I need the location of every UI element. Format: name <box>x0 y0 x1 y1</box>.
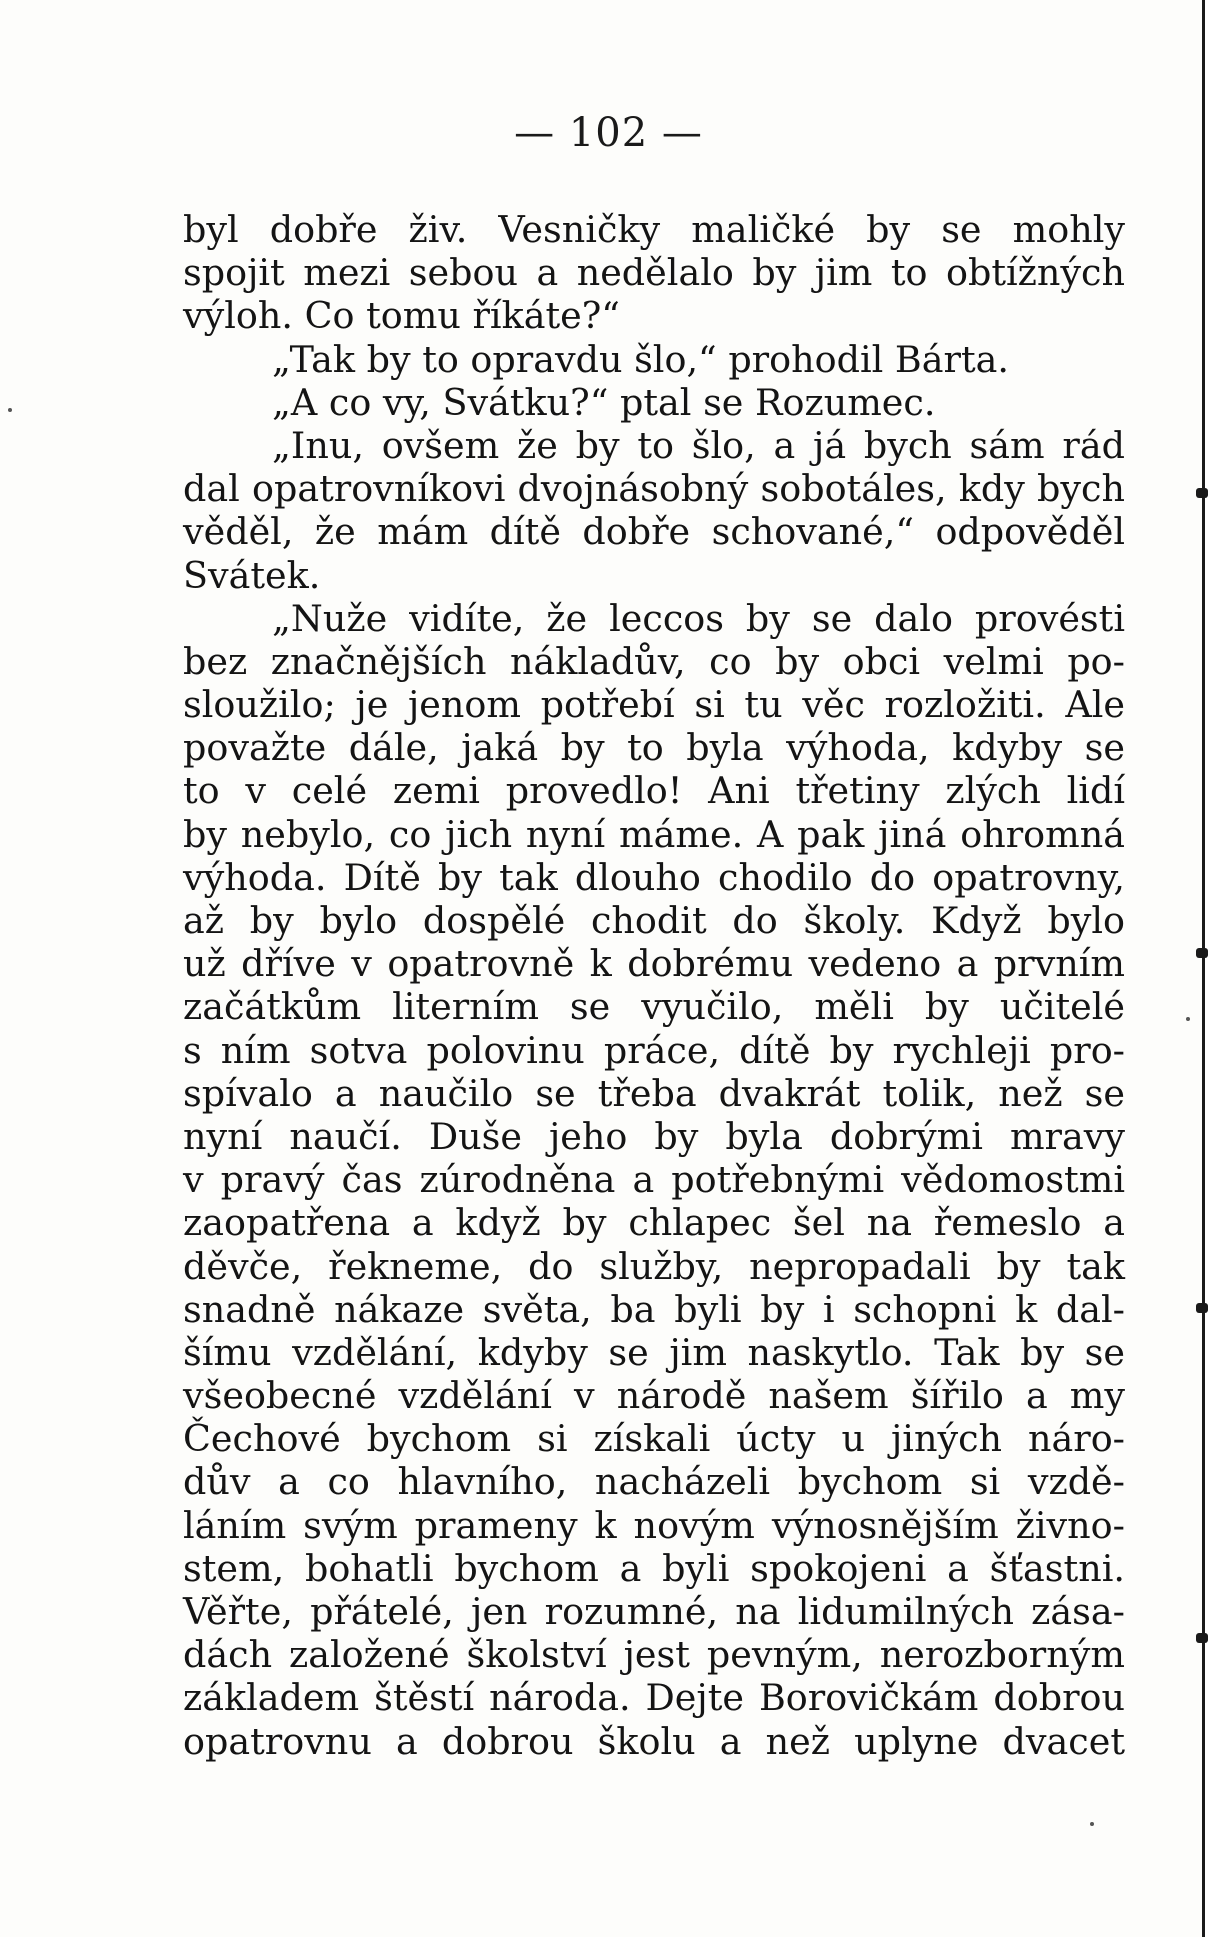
text-line: dal opatrovníkovi dvojnásobný sobotáles, kdy bych <box>183 467 1125 511</box>
text-line: Svátek. <box>183 553 321 597</box>
text-line: spojit mezi sebou a nedělalo by jim to obtížných <box>183 251 1125 295</box>
text-line: Věřte, přátelé, jen rozumné, na lidumilných zása- <box>183 1590 1125 1633</box>
text-line: už dříve v opatrovně k dobrému vedeno a prvním <box>183 942 1125 986</box>
text-line: základem štěstí národa. Dejte Borovičkám dobrou <box>183 1676 1125 1720</box>
text-line: bez značnějších nákladův, co by obci velmi po- <box>183 639 1125 683</box>
text-line: šímu vzdělání, kdyby se jim naskytlo. Tak by se <box>183 1330 1125 1374</box>
text-line: začátkům literním se vyučilo, měli by učitelé <box>183 985 1125 1029</box>
text-line: by nebylo, co jich nyní máme. A pak jiná ohromná <box>183 812 1125 856</box>
text-line: spívalo a naučilo se třeba dvakrát tolik, než se <box>183 1071 1125 1115</box>
scan-speck <box>1090 1822 1094 1826</box>
text-line: opatrovnu a dobrou školu a než uplyne dvacet <box>183 1719 1125 1763</box>
text-line: „A co vy, Svátku?“ ptal se Rozumec. <box>272 380 936 424</box>
text-line: výloh. Co tomu říkáte?“ <box>183 294 620 338</box>
edge-mark <box>1196 948 1208 958</box>
text-line: výhoda. Dítě by tak dlouho chodilo do opatrovny, <box>183 855 1125 899</box>
text-line: dův a co hlavního, nacházeli bychom si vzdě- <box>183 1460 1125 1504</box>
edge-mark <box>1196 488 1208 498</box>
text-line: „Inu, ovšem že by to šlo, a já bych sám rád <box>272 423 1125 467</box>
text-line: zaopatřena a když by chlapec šel na řemeslo a <box>183 1201 1125 1245</box>
scan-speck <box>1186 1017 1190 1021</box>
text-line: s ním sotva polovinu práce, dítě by rychleji pro- <box>183 1028 1125 1072</box>
text-line: láním svým prameny k novým výnosnějším živno- <box>183 1503 1125 1547</box>
page-number: — 102 — <box>514 110 703 156</box>
text-line: až by bylo dospělé chodit do školy. Když bylo <box>183 899 1125 942</box>
text-line: Čechové bychom si získali úcty u jiných náro- <box>183 1417 1125 1461</box>
text-line: sloužilo; je jenom potřebí si tu věc rozložiti. Ale <box>183 683 1125 727</box>
text-line: byl dobře živ. Vesničky maličké by se mohly <box>183 208 1125 251</box>
edge-mark <box>1196 1633 1208 1643</box>
text-line: „Tak by to opravdu šlo,“ prohodil Bárta. <box>272 337 1009 381</box>
text-line: stem, bohatli bychom a byli spokojeni a šťastni. <box>183 1546 1125 1590</box>
text-line: dách založené školství jest pevným, nerozborným <box>183 1633 1125 1677</box>
text-line: nyní naučí. Duše jeho by byla dobrými mravy <box>183 1114 1125 1158</box>
text-line: děvče, řekneme, do služby, nepropadali by tak <box>183 1244 1125 1288</box>
scan-margin <box>1205 0 1217 1937</box>
text-line: věděl, že mám dítě dobře schované,“ odpověděl <box>183 510 1125 554</box>
text-line: všeobecné vzdělání v národě našem šířilo a my <box>183 1374 1125 1418</box>
text-line: považte dále, jaká by to byla výhoda, kdyby se <box>183 726 1125 770</box>
text-line: v pravý čas zúrodněna a potřebnými vědomostmi <box>183 1158 1125 1202</box>
text-line: to v celé zemi provedlo! Ani třetiny zlých lidí <box>183 769 1125 813</box>
scan-speck <box>8 408 12 412</box>
text-line: snadně nákaze světa, ba byli by i schopni k dal- <box>183 1287 1125 1331</box>
text-line: „Nuže vidíte, že leccos by se dalo provésti <box>272 596 1125 640</box>
body-text <box>183 208 1125 1763</box>
edge-mark <box>1196 1303 1208 1313</box>
